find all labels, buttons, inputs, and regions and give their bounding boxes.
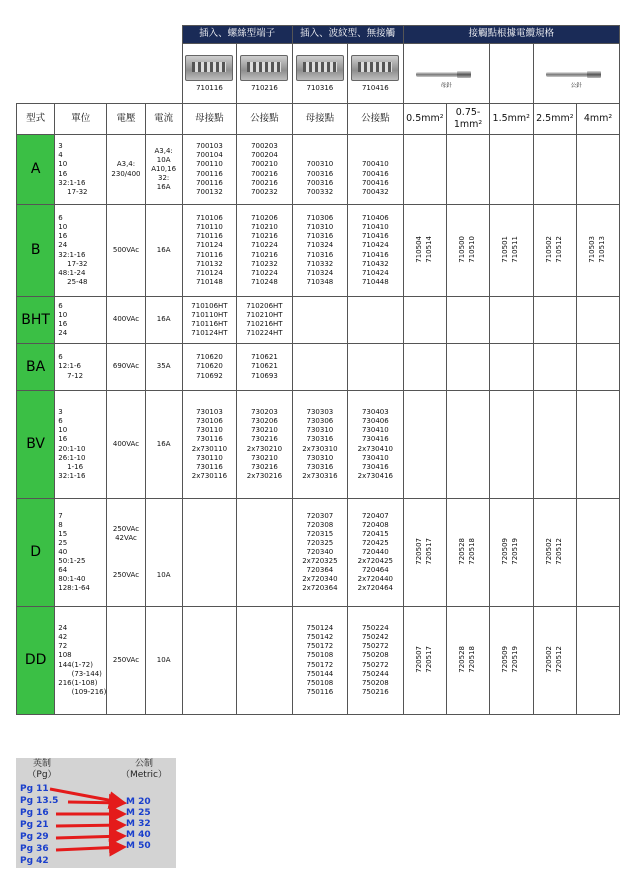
voltage-cell <box>107 205 145 297</box>
crimp_m-cell <box>348 205 403 297</box>
screw_f-cell <box>182 205 237 297</box>
units-values: 6 10 16 24 32:1-16 17-32 48:1-24 25-48 <box>58 214 88 286</box>
type-cell: DD <box>17 607 55 715</box>
table-row <box>17 607 620 715</box>
c05-cell <box>403 344 447 391</box>
metric-size-label: M 50 <box>126 841 151 851</box>
screw_f-cell <box>182 135 237 205</box>
connector-insert-image <box>351 55 399 81</box>
pg-size-label: Pg 42 <box>20 856 49 866</box>
pg-title: 英制 （Pg） <box>27 759 57 781</box>
c25-cell <box>533 391 577 499</box>
crimp_f-values: 700310 700316 700316 700332 <box>306 160 334 196</box>
c4-cell <box>577 135 620 205</box>
column-header: 0.5mm² <box>403 104 447 135</box>
column-header: 公接點 <box>237 104 292 135</box>
group-header-screw: 插入、螺絲型端子 <box>182 26 292 44</box>
c075-cell <box>447 344 490 391</box>
connector-insert-image <box>185 55 233 81</box>
connector-insert-image <box>296 55 344 81</box>
metric-size-label: M 20 <box>126 797 151 807</box>
pg-size-label: Pg 13.5 <box>20 796 59 806</box>
current-cell <box>145 135 182 205</box>
column-header: 4mm² <box>577 104 620 135</box>
male-pin-image <box>546 71 606 79</box>
c25-cell <box>533 344 577 391</box>
current-values: 16A <box>156 439 171 448</box>
c075-cell <box>447 297 490 344</box>
product-code: 710116 <box>196 84 223 93</box>
product-code: 710316 <box>306 84 334 93</box>
metric-size-label: M 25 <box>126 808 151 818</box>
contact-codes: 710504 710514 <box>415 235 433 263</box>
c25-cell <box>533 135 577 205</box>
screw_m-values: 710206 710210 710216 710224 710216 710232 710224 710248 <box>251 214 278 286</box>
c25-cell <box>533 205 577 297</box>
screw_f-cell <box>182 607 237 715</box>
table-row <box>17 205 620 297</box>
c15-cell <box>489 205 533 297</box>
contact-codes: 720507 720517 <box>415 537 433 565</box>
c05-cell <box>403 297 447 344</box>
column-header: 0.75-1mm² <box>447 104 490 135</box>
current-values: 35A <box>156 362 171 371</box>
units-cell <box>55 499 107 607</box>
contact-codes: 710500 710510 <box>458 235 477 263</box>
pg-size-label: Pg 11 <box>20 784 49 794</box>
column-header: 型式 <box>17 104 55 135</box>
screw_m-values: 700203 700204 700210 700216 700216 700232 <box>251 142 278 196</box>
crimp_m-cell <box>348 391 403 499</box>
crimp_m-values: 730403 730406 730410 730416 2x730410 730410 730416 2x730416 <box>357 408 393 480</box>
contact-codes: 720507 720517 <box>415 645 433 673</box>
contact-codes: 720502 720512 <box>545 645 563 673</box>
screw_m-values: 730203 730206 730210 730216 2x730210 730210 730216 2x730216 <box>246 408 283 480</box>
type-cell: BV <box>17 391 55 499</box>
screw_m-cell <box>237 297 292 344</box>
crimp_m-values: 700410 700416 700416 700432 <box>361 160 389 196</box>
c075-cell <box>447 607 490 715</box>
c15-cell <box>489 499 533 607</box>
crimp_m-cell <box>348 297 403 344</box>
screw_m-cell <box>237 344 292 391</box>
product-cell <box>348 44 403 104</box>
arrow <box>56 847 124 850</box>
screw_m-cell <box>237 391 292 499</box>
c4-cell <box>577 297 620 344</box>
screw_f-values: 710106HT 710110HT 710116HT 710124HT <box>191 301 228 338</box>
units-values: 6 12:1-6 7-12 <box>58 353 84 380</box>
crimp_m-cell <box>348 135 403 205</box>
type-cell: BA <box>17 344 55 391</box>
table-row <box>17 499 620 607</box>
crimp_f-cell <box>292 135 347 205</box>
current-values: 16A <box>156 315 171 324</box>
current-cell <box>145 344 182 391</box>
c4-cell <box>577 607 620 715</box>
pg-size-label: Pg 29 <box>20 832 49 842</box>
c05-cell <box>403 135 447 205</box>
product-code: 710416 <box>361 84 389 93</box>
c4-cell <box>577 499 620 607</box>
c075-cell <box>447 499 490 607</box>
voltage-cell <box>107 297 145 344</box>
screw_m-cell <box>237 499 292 607</box>
pin-spacer <box>489 44 533 104</box>
crimp_f-cell <box>292 344 347 391</box>
screw_f-values: 730103 730106 730110 730116 2x730110 730110 730116 2x730116 <box>191 408 228 480</box>
voltage-values: A3,4: 230/400 <box>111 160 141 178</box>
c075-cell <box>447 391 490 499</box>
crimp_f-values: 720307 720308 720315 720325 720340 2x720325 720364 2x720340 2x720364 <box>302 511 338 593</box>
product-cell <box>237 44 292 104</box>
column-header: 電壓 <box>107 104 145 135</box>
current-values: 10A <box>156 570 171 579</box>
current-cell <box>145 391 182 499</box>
voltage-values: 250VAc <box>112 655 140 664</box>
contact-codes: 710502 710512 <box>545 235 563 263</box>
pg-size-label: Pg 36 <box>20 844 49 854</box>
voltage-values: 690VAc <box>112 362 140 371</box>
c25-cell <box>533 607 577 715</box>
table-row <box>17 391 620 499</box>
screw_m-values: 710621 710621 710693 <box>251 353 278 380</box>
current-cell <box>145 205 182 297</box>
female-pin-cell <box>403 44 489 104</box>
pg-size-label: Pg 16 <box>20 808 49 818</box>
crimp_f-values: 710306 710310 710316 710324 710316 710332 710324 710348 <box>306 214 334 286</box>
screw_f-cell <box>182 499 237 607</box>
c4-cell <box>577 391 620 499</box>
female-pin-label: 母針 <box>440 82 452 89</box>
contact-codes: 710503 710513 <box>588 235 607 263</box>
units-cell <box>55 344 107 391</box>
units-values: 24 42 72 108 144(1-72) (73-144) 216(1-108) (109-216) <box>58 624 107 696</box>
units-values: 7 8 15 25 40 50:1-25 64 80:1-40 128:1-64 <box>58 511 90 593</box>
voltage-values: 250VAc 42VAc 250VAc <box>112 525 140 579</box>
contact-codes: 720509 720519 <box>501 537 520 565</box>
table-row <box>17 297 620 344</box>
crimp_f-cell <box>292 297 347 344</box>
product-cell <box>292 44 347 104</box>
voltage-cell <box>107 607 145 715</box>
c4-cell <box>577 205 620 297</box>
crimp_m-cell <box>348 344 403 391</box>
column-header: 電流 <box>145 104 182 135</box>
units-values: 3 4 10 16 32:1-16 17-32 <box>58 142 88 196</box>
current-values: 16A <box>156 245 171 254</box>
screw_f-cell <box>182 297 237 344</box>
contact-codes: 710501 710511 <box>501 235 520 263</box>
screw_f-cell <box>182 391 237 499</box>
arrow <box>56 825 124 826</box>
voltage-values: 400VAc <box>112 315 140 324</box>
c25-cell <box>533 297 577 344</box>
type-cell: BHT <box>17 297 55 344</box>
contact-codes: 720528 720518 <box>458 645 477 673</box>
c05-cell <box>403 499 447 607</box>
screw_f-values: 710106 710110 710116 710124 710116 710132 710124 710148 <box>196 214 223 286</box>
crimp_m-values: 710406 710410 710416 710424 710416 710432 710424 710448 <box>361 214 389 286</box>
product-code: 710216 <box>251 84 278 93</box>
voltage-cell <box>107 344 145 391</box>
crimp_m-cell <box>348 499 403 607</box>
column-header: 單位 <box>55 104 107 135</box>
screw_f-values: 700103 700104 700110 700116 700116 700132 <box>196 142 223 196</box>
contact-codes: 720528 720518 <box>458 537 477 565</box>
units-cell <box>55 135 107 205</box>
male-pin-label: 公針 <box>570 82 582 89</box>
voltage-cell <box>107 391 145 499</box>
column-header: 1.5mm² <box>489 104 533 135</box>
current-cell <box>145 499 182 607</box>
units-cell <box>55 607 107 715</box>
product-cell <box>182 44 237 104</box>
crimp_m-cell <box>348 607 403 715</box>
units-cell <box>55 391 107 499</box>
table-row <box>17 344 620 391</box>
arrow <box>68 802 124 803</box>
c05-cell <box>403 391 447 499</box>
crimp_f-values: 730303 730306 730310 730316 2x730310 730310 730316 2x730316 <box>302 408 338 480</box>
crimp_f-cell <box>292 391 347 499</box>
c15-cell <box>489 607 533 715</box>
current-values: A3,4: 10A A10,16 32: 16A <box>151 146 177 192</box>
type-cell: D <box>17 499 55 607</box>
group-header-crimp: 插入、波紋型、無接觸 <box>292 26 403 44</box>
table-row <box>17 135 620 205</box>
female-pin-image <box>416 71 476 79</box>
c15-cell <box>489 135 533 205</box>
metric-title: 公制 （Metric） <box>121 759 167 781</box>
arrow <box>56 836 124 838</box>
screw_f-values: 710620 710620 710692 <box>196 353 223 380</box>
screw_m-values: 710206HT 710210HT 710216HT 710224HT <box>246 301 283 338</box>
current-cell <box>145 297 182 344</box>
group-header-contacts: 接觸點根據電纜規格 <box>403 26 619 44</box>
c05-cell <box>403 607 447 715</box>
c15-cell <box>489 344 533 391</box>
crimp_m-values: 720407 720408 720415 720425 720440 2x720425 720464 2x720440 2x720464 <box>357 511 393 593</box>
contact-codes: 720502 720512 <box>545 537 563 565</box>
c075-cell <box>447 205 490 297</box>
type-cell: A <box>17 135 55 205</box>
male-pin-cell <box>533 44 619 104</box>
column-header: 2.5mm² <box>533 104 577 135</box>
voltage-cell <box>107 499 145 607</box>
voltage-cell <box>107 135 145 205</box>
crimp_f-values: 750124 750142 750172 750108 750172 750144 750108 750116 <box>306 624 334 696</box>
units-cell <box>55 205 107 297</box>
units-values: 6 10 16 24 <box>58 301 68 338</box>
crimp_f-cell <box>292 205 347 297</box>
crimp_m-values: 750224 750242 750272 750208 750272 750244 750208 750216 <box>361 624 389 696</box>
units-values: 3 6 10 16 20:1-10 26:1-10 1-16 32:1-16 <box>58 408 86 480</box>
c25-cell <box>533 499 577 607</box>
connector-spec-table <box>16 25 620 715</box>
connector-insert-image <box>240 55 288 81</box>
screw_m-cell <box>237 205 292 297</box>
screw_f-cell <box>182 344 237 391</box>
metric-size-label: M 40 <box>126 830 151 840</box>
crimp_f-cell <box>292 499 347 607</box>
current-cell <box>145 607 182 715</box>
pg-size-label: Pg 21 <box>20 820 49 830</box>
voltage-values: 500VAc <box>112 245 140 254</box>
metric-size-label: M 32 <box>126 819 151 829</box>
c075-cell <box>447 135 490 205</box>
screw_m-cell <box>237 135 292 205</box>
c15-cell <box>489 297 533 344</box>
screw_m-cell <box>237 607 292 715</box>
c05-cell <box>403 205 447 297</box>
column-header: 公接點 <box>348 104 403 135</box>
c15-cell <box>489 391 533 499</box>
units-cell <box>55 297 107 344</box>
crimp_f-cell <box>292 607 347 715</box>
column-header: 母接點 <box>292 104 347 135</box>
type-cell: B <box>17 205 55 297</box>
column-header: 母接點 <box>182 104 237 135</box>
current-values: 10A <box>156 655 171 664</box>
pg-metric-panel <box>16 758 176 868</box>
voltage-values: 400VAc <box>112 439 140 448</box>
c4-cell <box>577 344 620 391</box>
contact-codes: 720509 720519 <box>501 645 520 673</box>
